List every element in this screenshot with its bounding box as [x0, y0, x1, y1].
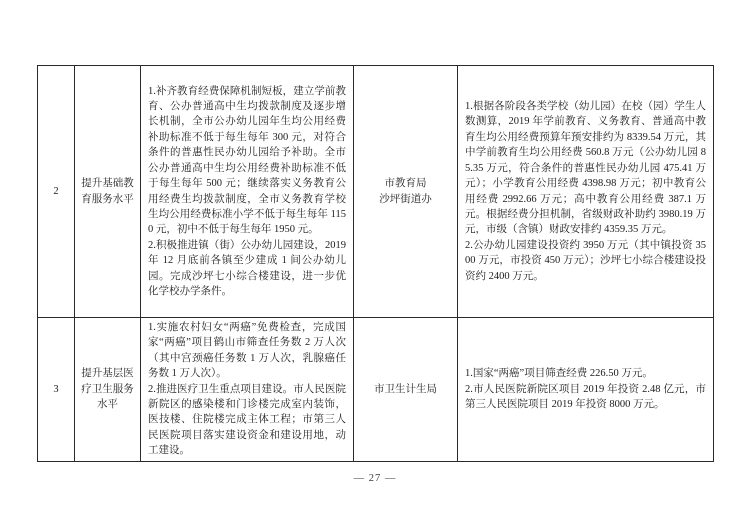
table-row: [38, 66, 714, 318]
row-number: 3: [38, 318, 75, 462]
row-progress: [458, 318, 714, 462]
row-tasks: [141, 318, 354, 462]
row-tasks: [141, 66, 354, 318]
department-line: 沙坪街道办: [379, 193, 432, 205]
task-paragraph: 2.推进医疗卫生重点项目建设。市人民医院新院区的感染楼和门诊楼完成室内装饰，医技楼、住院楼完成主体工程；市第三人民医院项目落实建设资金和建设用地，动工建设。: [148, 383, 346, 457]
row-number: 2: [38, 66, 75, 318]
progress-paragraph: 1.根据各阶段各类学校（幼儿园）在校（园）学生人数测算，2019 年学前教育、义务教育、普通高中教育生均公用经费预算年预安排约为 8339.54 万元，其中学前教育生均公用经费 560.8 万元（公办幼儿园 85.35 万元，符合条件的普惠性民办幼儿园 475.41 万元）；小学教育公用经费 4398.98 万元；初中教育公用经费 2992.66 万元；高中教育公用经费 387.1 万元。根据经费分担机制，省级财政补助约 3980.19 万元，市级（含镇）财政安排约 4359.35 万元。: [465, 101, 706, 236]
row-category: 提升基础教育服务水平: [75, 66, 141, 318]
progress-paragraph: 1.国家“两癌”项目筛查经费 226.50 万元。: [465, 368, 653, 380]
task-paragraph: 1.补齐教育经费保障机制短板，建立学前教育、公办普通高中生均拨款制度及逐步增长机制，全市公办幼儿园年生均公用经费补助标准不低于每生每年 300 元，对符合条件的普惠性民办幼儿园给予补助。全市公办普通高中生均公用经费补助标准不低于每生每年 500 元；继续落实义务教育公用经费生均拨款制度，全市义务教育学校生均公用经费标准小学不低于每生每年 1150 元，初中不低于每生每年 1950 元。: [148, 85, 346, 236]
progress-table: [37, 65, 714, 462]
department-line: 市卫生计生局: [374, 383, 437, 395]
row-department: [354, 66, 458, 318]
progress-paragraph: 2.公办幼儿园建设投资约 3950 万元（其中镇投资 3500 万元，市投资 450 万元）；沙坪七小综合楼建设投资约 2400 万元。: [465, 239, 706, 282]
page-number: — 27 —: [353, 473, 397, 484]
table-row: [38, 318, 714, 462]
row-category: 提升基层医疗卫生服务水平: [75, 318, 141, 462]
department-line: 市教育局: [384, 178, 427, 190]
task-paragraph: 2.积极推进镇（街）公办幼儿园建设，2019 年 12 月底前各镇至少建成 1 间公办幼儿园。完成沙坪七小综合楼建设，进一步优化学校办学条件。: [148, 239, 346, 297]
task-paragraph: 1.实施农村妇女“两癌”免费检查，完成国家“两癌”项目鹤山市筛查任务数 2 万人次（其中宫颈癌任务数 1 万人次，乳腺癌任务数 1 万人次）。: [148, 322, 346, 380]
row-department: [354, 318, 458, 462]
row-progress: [458, 66, 714, 318]
progress-paragraph: 2.市人民医院新院区项目 2019 年投资 2.48 亿元，市第三人民医院项目 2019 年投资 8000 万元。: [465, 383, 706, 411]
